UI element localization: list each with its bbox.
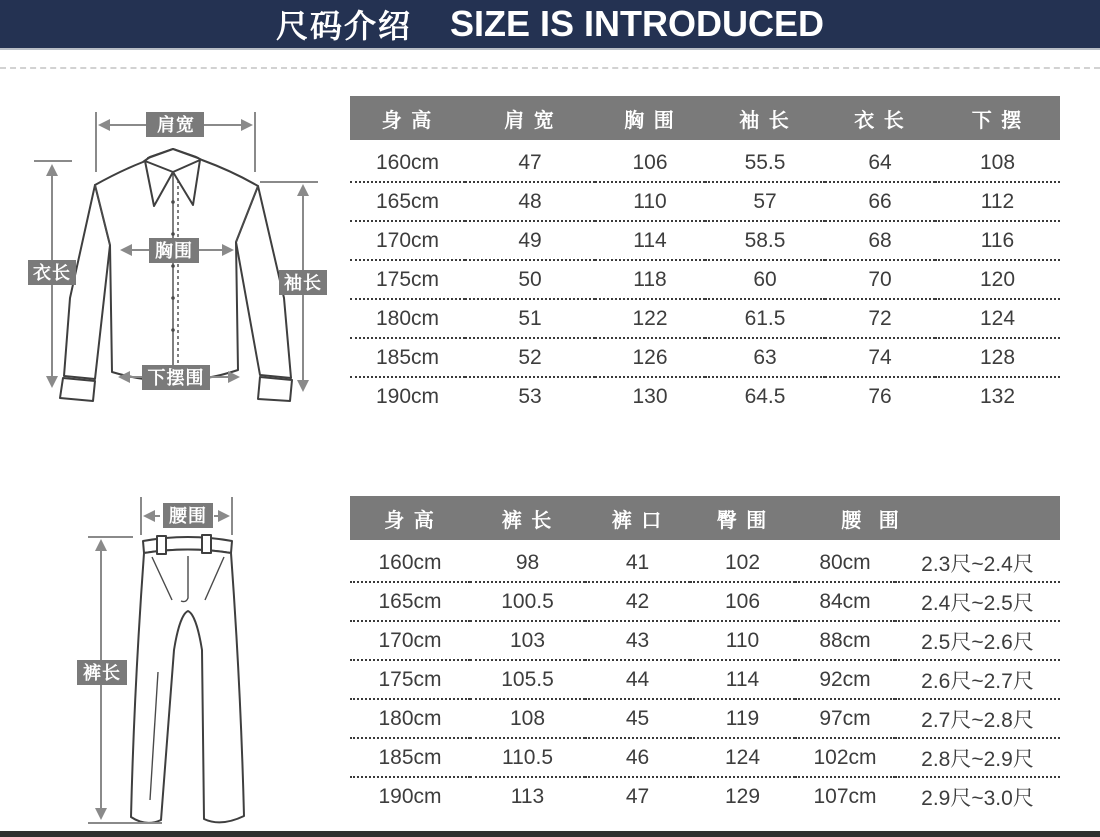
shirt-sleeve-label-text: 袖长 <box>284 273 322 293</box>
table-cell: 49 <box>465 221 595 260</box>
pants-table-body <box>350 542 1060 815</box>
table-cell: 2.7尺~2.8尺 <box>895 699 1060 738</box>
table-cell: 165cm <box>350 182 465 221</box>
shirt-length-label <box>28 260 76 285</box>
table-cell: 112 <box>935 182 1060 221</box>
table-cell: 70 <box>825 260 935 299</box>
table-cell: 119 <box>690 699 795 738</box>
table-cell: 48 <box>465 182 595 221</box>
column-header: 下 摆 <box>935 96 1060 142</box>
table-cell: 103 <box>470 621 585 660</box>
table-header-row <box>350 96 1060 142</box>
shirt-shoulder-label-text: 肩宽 <box>157 115 195 135</box>
shirt-chest-label <box>149 238 199 263</box>
pants-waist-label <box>163 503 213 528</box>
table-cell: 60 <box>705 260 825 299</box>
column-header: 身 高 <box>350 96 465 142</box>
table-cell: 105.5 <box>470 660 585 699</box>
table-cell: 120 <box>935 260 1060 299</box>
table-cell: 2.6尺~2.7尺 <box>895 660 1060 699</box>
shirt-sleeve-label <box>279 270 327 295</box>
table-cell: 50 <box>465 260 595 299</box>
pants-length-label <box>77 660 127 685</box>
table-cell: 66 <box>825 182 935 221</box>
table-cell: 2.3尺~2.4尺 <box>895 542 1060 582</box>
table-cell: 130 <box>632 384 668 408</box>
table-cell: 175cm <box>350 260 465 299</box>
column-header: 裤 长 <box>470 496 585 542</box>
table-cell: 190cm <box>378 784 442 808</box>
table-cell: 51 <box>465 299 595 338</box>
table-cell: 170cm <box>350 621 470 660</box>
table-cell: 129 <box>724 784 761 808</box>
shirt-diagram <box>5 95 340 410</box>
table-cell: 100.5 <box>470 582 585 621</box>
top-dashed-divider <box>0 67 1100 69</box>
table-cell: 2.8尺~2.9尺 <box>895 738 1060 777</box>
table-cell: 42 <box>585 582 690 621</box>
table-cell: 102 <box>690 542 795 582</box>
table-header-row <box>350 496 1060 542</box>
column-header: 袖 长 <box>705 96 825 142</box>
table-cell: 2.4尺~2.5尺 <box>895 582 1060 621</box>
table-cell: 122 <box>595 299 705 338</box>
table-cell: 84cm <box>795 582 895 621</box>
table-cell: 126 <box>595 338 705 377</box>
table-cell: 110.5 <box>470 738 585 777</box>
table-cell: 68 <box>825 221 935 260</box>
table-cell: 53 <box>518 384 542 408</box>
table-row <box>350 621 1060 660</box>
page-title-zh: 尺码介绍 <box>275 8 412 44</box>
table-cell: 72 <box>825 299 935 338</box>
bottom-divider-bar <box>0 831 1100 837</box>
table-cell: 97cm <box>795 699 895 738</box>
table-cell: 114 <box>690 660 795 699</box>
table-cell: 113 <box>510 784 545 808</box>
table-cell: 41 <box>585 542 690 582</box>
shirt-shoulder-label <box>146 112 204 137</box>
table-row <box>350 582 1060 621</box>
table-cell: 47 <box>465 142 595 182</box>
column-header: 肩 宽 <box>465 96 595 142</box>
table-cell: 52 <box>465 338 595 377</box>
table-cell: 64.5 <box>744 384 786 408</box>
table-cell: 2.9尺~3.0尺 <box>921 786 1034 810</box>
column-header: 臀 围 <box>690 496 795 542</box>
table-cell: 132 <box>979 384 1016 408</box>
table-row <box>350 738 1060 777</box>
table-row <box>350 338 1060 377</box>
pants-waist-label-text: 腰围 <box>169 506 207 526</box>
table-cell: 74 <box>825 338 935 377</box>
table-cell: 44 <box>585 660 690 699</box>
table-cell: 175cm <box>350 660 470 699</box>
table-cell: 180cm <box>350 699 470 738</box>
shirt-table-body <box>350 142 1060 415</box>
table-cell: 92cm <box>795 660 895 699</box>
table-cell: 124 <box>690 738 795 777</box>
pants-table-header <box>350 496 1060 542</box>
table-cell: 118 <box>595 260 705 299</box>
table-cell: 98 <box>470 542 585 582</box>
table-cell: 106 <box>690 582 795 621</box>
shirt-chest-label-text: 胸围 <box>155 241 193 261</box>
table-cell: 64 <box>825 142 935 182</box>
table-cell: 106 <box>595 142 705 182</box>
table-cell: 170cm <box>350 221 465 260</box>
table-cell: 124 <box>935 299 1060 338</box>
table-cell: 185cm <box>350 738 470 777</box>
table-row <box>350 142 1060 182</box>
table-cell: 58.5 <box>705 221 825 260</box>
pants-size-table <box>350 496 1060 815</box>
table-row <box>350 542 1060 582</box>
table-cell: 63 <box>705 338 825 377</box>
table-row <box>350 377 1060 415</box>
page-title-en: SIZE IS INTRODUCED <box>449 3 825 44</box>
pants-length-label-text: 裤长 <box>83 663 121 683</box>
table-cell: 80cm <box>795 542 895 582</box>
table-cell: 116 <box>935 221 1060 260</box>
table-row <box>350 260 1060 299</box>
shirt-hem-label-text: 下摆围 <box>147 368 205 388</box>
shirt-hem-label <box>142 365 210 390</box>
table-row <box>350 221 1060 260</box>
table-cell: 160cm <box>350 542 470 582</box>
table-cell: 43 <box>585 621 690 660</box>
table-row <box>350 660 1060 699</box>
table-cell: 110 <box>595 182 705 221</box>
column-header: 腰 围 <box>795 496 1060 542</box>
table-cell: 55.5 <box>705 142 825 182</box>
table-row <box>350 299 1060 338</box>
pants-diagram <box>60 485 330 835</box>
table-cell: 108 <box>935 142 1060 182</box>
table-cell: 190cm <box>375 384 440 408</box>
table-cell: 180cm <box>350 299 465 338</box>
table-cell: 107cm <box>813 784 877 808</box>
table-cell: 2.5尺~2.6尺 <box>895 621 1060 660</box>
table-cell: 45 <box>585 699 690 738</box>
table-cell: 102cm <box>795 738 895 777</box>
table-cell: 165cm <box>350 582 470 621</box>
table-row <box>350 777 1060 815</box>
table-cell: 61.5 <box>705 299 825 338</box>
table-cell: 114 <box>595 221 705 260</box>
table-cell: 108 <box>470 699 585 738</box>
shirt-length-label-text: 衣长 <box>33 263 71 283</box>
table-cell: 76 <box>868 384 892 408</box>
table-row <box>350 182 1060 221</box>
table-cell: 185cm <box>350 338 465 377</box>
shirt-table-header <box>350 96 1060 142</box>
table-cell: 128 <box>935 338 1060 377</box>
table-cell: 46 <box>585 738 690 777</box>
table-cell: 110 <box>690 621 795 660</box>
shirt-size-table <box>350 96 1060 415</box>
table-row <box>350 699 1060 738</box>
table-cell: 88cm <box>795 621 895 660</box>
column-header: 胸 围 <box>595 96 705 142</box>
table-cell: 160cm <box>350 142 465 182</box>
table-cell: 57 <box>705 182 825 221</box>
column-header: 衣 长 <box>825 96 935 142</box>
column-header: 裤 口 <box>585 496 690 542</box>
table-cell: 47 <box>625 784 650 808</box>
page-title-bar <box>0 0 1100 50</box>
column-header: 身 高 <box>350 496 470 542</box>
